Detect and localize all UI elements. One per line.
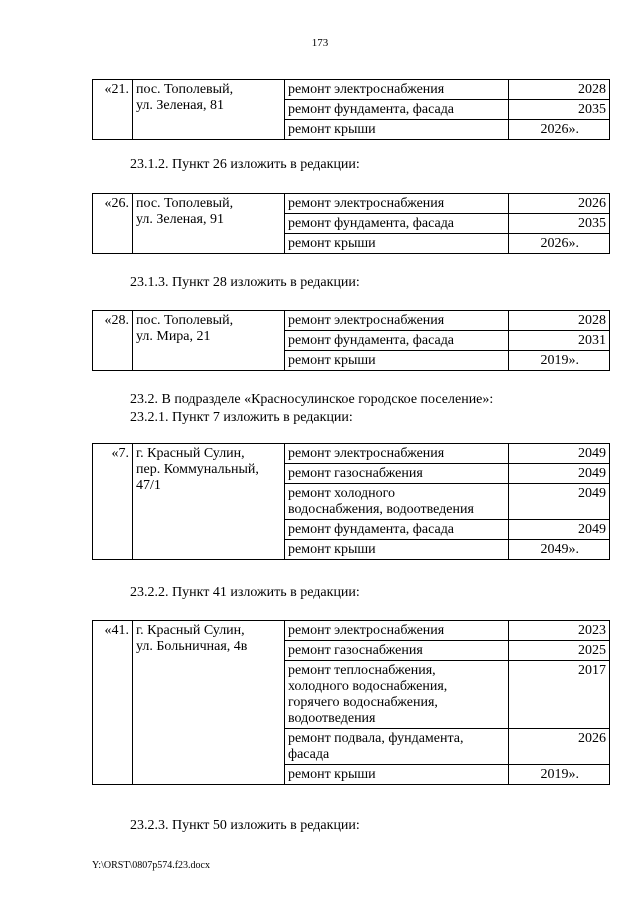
text-line: ремонт газоснабжения [288, 466, 423, 481]
table-row [93, 311, 610, 331]
year-cell: 2049 [509, 520, 610, 540]
item-number: «7. [93, 444, 133, 560]
work-type-cell [285, 194, 509, 214]
text-line: ремонт крыши [288, 767, 376, 782]
year-cell: 2049 [509, 484, 610, 520]
repair-schedule-table [92, 79, 610, 140]
text-line: ремонт электроснабжения [288, 196, 445, 211]
repair-schedule-table [92, 310, 610, 371]
section-heading: 23.2.2. Пункт 41 изложить в редакции: [130, 585, 360, 600]
work-type-cell [285, 621, 509, 641]
item-number: «41. [93, 621, 133, 785]
address-cell [133, 444, 285, 560]
text-line: ремонт газоснабжения [288, 643, 423, 658]
work-type-cell [285, 641, 509, 661]
work-type-cell [285, 120, 509, 140]
year-cell: 2026». [509, 120, 610, 140]
text-line: г. Красный Сулин, [136, 446, 245, 461]
repair-schedule-table [92, 193, 610, 254]
work-type-cell [285, 540, 509, 560]
work-type-cell [285, 520, 509, 540]
year-cell: 2035 [509, 100, 610, 120]
text-line: 47/1 [136, 478, 161, 493]
year-cell: 2017 [509, 661, 610, 729]
year-cell: 2028 [509, 80, 610, 100]
text-line: холодного водоснабжения, [288, 679, 448, 694]
work-type-cell [285, 484, 509, 520]
year-cell: 2031 [509, 331, 610, 351]
text-line: ул. Зеленая, 81 [136, 98, 224, 113]
text-line: ремонт электроснабжения [288, 82, 445, 97]
work-type-cell [285, 80, 509, 100]
text-line: ремонт крыши [288, 542, 376, 557]
text-line: пос. Тополевый, [136, 196, 234, 211]
repair-schedule-table [92, 443, 610, 560]
text-line: водоотведения [288, 711, 376, 726]
work-type-cell [285, 234, 509, 254]
section-subheading: 23.2.1. Пункт 7 изложить в редакции: [130, 410, 353, 425]
year-cell: 2019». [509, 765, 610, 785]
text-line: г. Красный Сулин, [136, 623, 245, 638]
work-type-cell [285, 765, 509, 785]
text-line: пос. Тополевый, [136, 82, 234, 97]
year-cell: 2028 [509, 311, 610, 331]
text-line: ремонт электроснабжения [288, 623, 445, 638]
year-cell: 2049». [509, 540, 610, 560]
text-line: ремонт теплоснабжения, [288, 663, 436, 678]
section-heading: 23.2.3. Пункт 50 изложить в редакции: [130, 818, 360, 833]
work-type-cell [285, 729, 509, 765]
work-type-cell [285, 331, 509, 351]
work-type-cell [285, 464, 509, 484]
text-line: ремонт фундамента, фасада [288, 333, 455, 348]
year-cell: 2025 [509, 641, 610, 661]
text-line: ремонт крыши [288, 122, 376, 137]
text-line: ул. Больничная, 4в [136, 639, 248, 654]
work-type-cell [285, 214, 509, 234]
year-cell: 2023 [509, 621, 610, 641]
table-row [93, 80, 610, 100]
text-line: ремонт фундамента, фасада [288, 102, 455, 117]
address-cell [133, 621, 285, 785]
work-type-cell [285, 100, 509, 120]
work-type-cell [285, 351, 509, 371]
year-cell: 2026 [509, 729, 610, 765]
text-line: ремонт фундамента, фасада [288, 216, 455, 231]
address-cell [133, 80, 285, 140]
section-heading: 23.2. В подразделе «Красносулинское городское поселение»: [130, 392, 494, 407]
table-row [93, 194, 610, 214]
item-number: «28. [93, 311, 133, 371]
year-cell: 2049 [509, 444, 610, 464]
year-cell: 2026». [509, 234, 610, 254]
item-number: «26. [93, 194, 133, 254]
item-number: «21. [93, 80, 133, 140]
address-cell [133, 311, 285, 371]
text-line: ремонт электроснабжения [288, 313, 445, 328]
text-line: ремонт электроснабжения [288, 446, 445, 461]
work-type-cell [285, 661, 509, 729]
text-line: ул. Зеленая, 91 [136, 212, 224, 227]
text-line: ремонт крыши [288, 236, 376, 251]
section-heading: 23.1.2. Пункт 26 изложить в редакции: [130, 157, 360, 172]
text-line: ремонт фундамента, фасада [288, 522, 455, 537]
year-cell: 2026 [509, 194, 610, 214]
text-line: ул. Мира, 21 [136, 329, 211, 344]
address-cell [133, 194, 285, 254]
repair-schedule-table [92, 620, 610, 785]
year-cell: 2019». [509, 351, 610, 371]
page-number: 173 [311, 37, 329, 49]
text-line: ремонт крыши [288, 353, 376, 368]
text-line: водоснабжения, водоотведения [288, 502, 474, 517]
work-type-cell [285, 311, 509, 331]
table-row [93, 444, 610, 464]
year-cell: 2049 [509, 464, 610, 484]
text-line: ремонт подвала, фундамента, [288, 731, 464, 746]
text-line: горячего водоснабжения, [288, 695, 438, 710]
section-heading: 23.1.3. Пункт 28 изложить в редакции: [130, 275, 360, 290]
text-line: фасада [288, 747, 330, 762]
text-line: ремонт холодного [288, 486, 396, 501]
text-line: пер. Коммунальный, [136, 462, 259, 477]
work-type-cell [285, 444, 509, 464]
year-cell: 2035 [509, 214, 610, 234]
table-row [93, 621, 610, 641]
footer-file-path: Y:\ORST\0807p574.f23.docx [92, 860, 210, 871]
text-line: пос. Тополевый, [136, 313, 234, 328]
